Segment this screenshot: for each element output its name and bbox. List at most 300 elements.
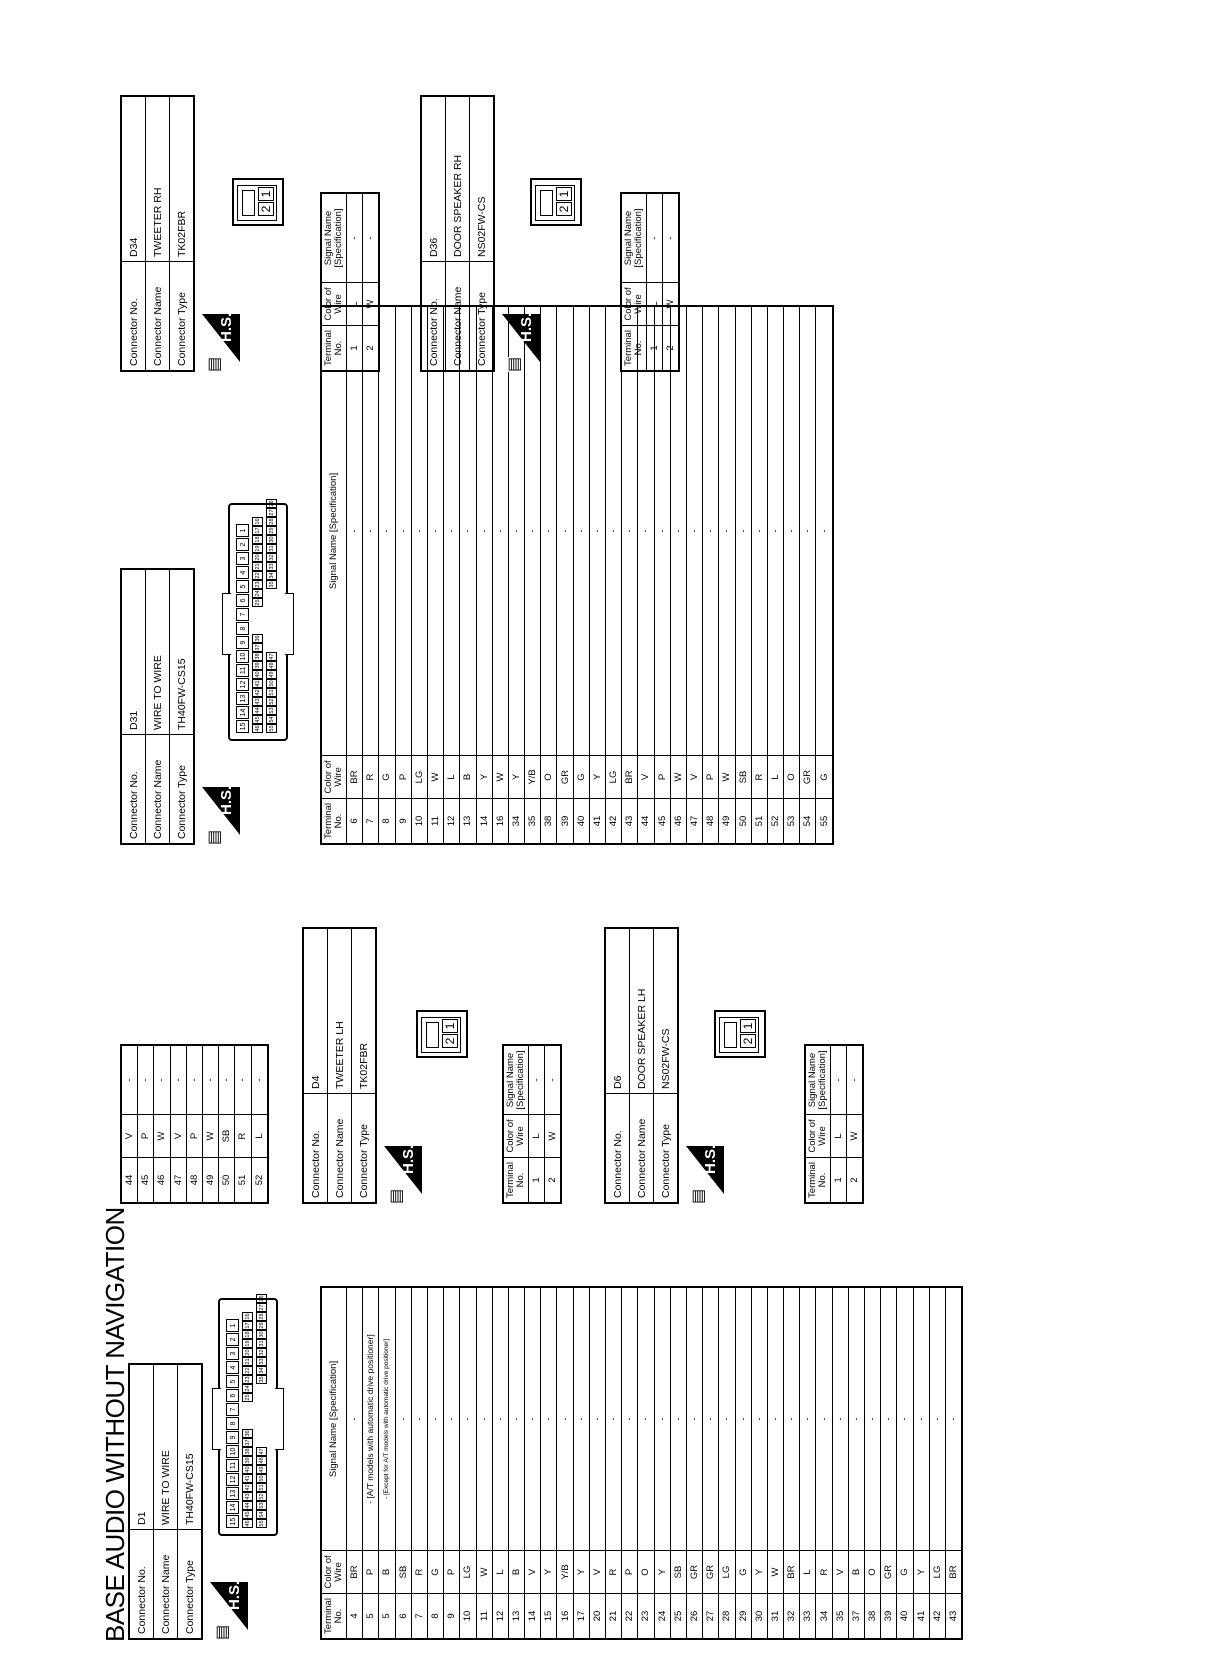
wire-color-cell: O [541, 756, 557, 799]
signal-name-cell: - [541, 306, 557, 756]
table-row [606, 306, 622, 844]
hs-icon: H.S. ▤ [686, 1146, 724, 1204]
table-row [529, 1045, 545, 1203]
table-row [508, 1287, 524, 1639]
connector-type-label: Connector Type [352, 1094, 377, 1204]
connector-plug-icon: ▤ [690, 1188, 707, 1204]
wire-color-cell: LG [411, 756, 427, 799]
terminal-no-cell: 47 [686, 799, 702, 845]
terminal-pin: 24 [252, 589, 263, 598]
terminal-pin: 25 [252, 598, 263, 607]
terminal-pin: 4 [236, 566, 249, 579]
d36-header [420, 95, 495, 372]
wire-color-cell: R [235, 1115, 251, 1158]
wire-color-cell: P [622, 1551, 638, 1594]
table-row [525, 1287, 541, 1639]
wire-color-cell: V [170, 1115, 186, 1158]
terminal-no-cell: 48 [703, 799, 719, 845]
terminal-pin [256, 1438, 267, 1447]
terminal-no-cell: 5 [363, 1594, 379, 1640]
terminal-no-cell: 52 [767, 799, 783, 845]
terminal-pin: 3 [226, 1347, 239, 1360]
terminal-no-header: Terminal No. [321, 799, 347, 845]
table-row [460, 306, 476, 844]
page-title: BASE AUDIO WITHOUT NAVIGATION [100, 1207, 130, 1642]
terminal-pin [242, 1402, 253, 1411]
wire-color-cell: GR [686, 1551, 702, 1594]
signal-name-cell: - [719, 1287, 735, 1551]
signal-name-cell: - [525, 306, 541, 756]
signal-name-cell: - [670, 306, 686, 756]
connector-plug-icon: ▤ [388, 1188, 405, 1204]
signal-name-cell: - [784, 306, 800, 756]
table-row [751, 1287, 767, 1639]
wire-color-cell: B [460, 756, 476, 799]
d1-connector-type: TH40FW-CS15 [178, 1364, 203, 1530]
terminal-no-cell: 41 [589, 799, 605, 845]
terminal-no-header: Terminal No. [805, 1158, 831, 1204]
wire-color-cell: L [800, 1551, 816, 1594]
terminal-pin [256, 1384, 267, 1393]
table-row [379, 306, 395, 844]
terminal-no-cell: 24 [654, 1594, 670, 1640]
d1-terminal-table-continued [120, 1044, 269, 1204]
table-row [541, 1287, 557, 1639]
wire-color-cell: SB [670, 1551, 686, 1594]
d6-connector-no: D6 [605, 928, 630, 1094]
terminal-no-cell: 41 [913, 1594, 929, 1640]
terminal-pin: 34 [256, 1366, 267, 1375]
d36-connector-name: DOOR SPEAKER RH [446, 96, 470, 262]
terminal-no-cell: 1 [831, 1158, 847, 1204]
wire-color-cell: Y/B [525, 756, 541, 799]
d36-terminal-table [620, 192, 680, 372]
table-row [363, 1287, 379, 1639]
signal-name-cell: - [186, 1045, 202, 1115]
signal-name-cell: - [427, 306, 443, 756]
terminal-no-cell: 43 [945, 1594, 962, 1640]
wire-color-cell: Y/B [557, 1551, 573, 1594]
wire-color-cell: SB [219, 1115, 235, 1158]
terminal-pin: 1 [236, 524, 249, 537]
wire-color-cell: GR [703, 1551, 719, 1594]
terminal-pin: 5 [236, 580, 249, 593]
terminal-pin: 22 [252, 571, 263, 580]
signal-name-cell: - [557, 1287, 573, 1551]
d34-connector-no: D34 [121, 96, 146, 262]
table-row [751, 306, 767, 844]
terminal-no-cell: 22 [622, 1594, 638, 1640]
terminal-pin: 54 [256, 1510, 267, 1519]
terminal-no-cell: 37 [848, 1594, 864, 1640]
terminal-pin: 27 [266, 508, 277, 517]
terminal-pin [256, 1420, 267, 1429]
wire-color-cell: L [831, 1115, 847, 1158]
table-row [460, 1287, 476, 1639]
signal-name-cell: - [832, 1287, 848, 1551]
terminal-pin: 10 [226, 1445, 239, 1458]
terminal-pin: 24 [242, 1384, 253, 1393]
terminal-pin: 45 [252, 715, 263, 724]
terminal-pin: 23 [242, 1375, 253, 1384]
table-row [784, 306, 800, 844]
table-row [557, 1287, 573, 1639]
table-row [476, 306, 492, 844]
terminal-pin [266, 643, 277, 652]
connector-type-label: Connector Type [470, 262, 495, 372]
wire-color-cell: P [654, 756, 670, 799]
table-row [686, 1287, 702, 1639]
signal-name-cell: - [460, 306, 476, 756]
terminal-pin: 19 [252, 544, 263, 553]
table-row [622, 306, 638, 844]
table-row [865, 1287, 881, 1639]
terminal-no-cell: 11 [476, 1594, 492, 1640]
terminal-pin: 34 [266, 571, 277, 580]
terminal-no-header: Terminal No. [321, 326, 347, 372]
signal-name-cell: - [686, 1287, 702, 1551]
terminal-pin: 30 [256, 1330, 267, 1339]
connector-type-label: Connector Type [178, 1530, 203, 1640]
table-row [800, 306, 816, 844]
signal-name-header: Signal Name [Specification] [321, 1287, 347, 1551]
terminal-pin: 17 [252, 526, 263, 535]
wire-color-cell: W [767, 1551, 783, 1594]
terminal-pin: 9 [236, 636, 249, 649]
wire-color-cell: B [508, 1551, 524, 1594]
terminal-no-cell: 47 [170, 1158, 186, 1204]
table-row [186, 1045, 202, 1203]
signal-name-cell: - [703, 306, 719, 756]
connector-plug-icon: ▤ [214, 1624, 231, 1640]
table-row [767, 1287, 783, 1639]
wire-color-cell: G [427, 1551, 443, 1594]
terminal-pin: 55 [256, 1519, 267, 1528]
signal-name-cell: - [529, 1045, 545, 1115]
terminal-pin: 9 [226, 1431, 239, 1444]
connector-d31 [120, 500, 275, 845]
terminal-pin: 16 [252, 517, 263, 526]
d4-connector-name: TWEETER LH [328, 928, 352, 1094]
terminal-no-cell: 10 [411, 799, 427, 845]
table-row [670, 306, 686, 844]
table-row [219, 1045, 235, 1203]
wire-color-cell: P [444, 1551, 460, 1594]
wire-color-cell: V [525, 1551, 541, 1594]
signal-name-cell: - [121, 1045, 138, 1115]
terminal-no-cell: 16 [492, 799, 508, 845]
signal-name-cell: - [444, 306, 460, 756]
terminal-no-cell: 7 [363, 799, 379, 845]
wire-color-cell: LG [460, 1551, 476, 1594]
signal-name-cell: - [557, 306, 573, 756]
terminal-no-cell: 35 [525, 799, 541, 845]
table-row [735, 1287, 751, 1639]
wire-color-cell: W [492, 756, 508, 799]
signal-name-cell: - [848, 1287, 864, 1551]
signal-name-cell: - [573, 1287, 589, 1551]
table-row [202, 1045, 218, 1203]
terminal-pin: 48 [266, 661, 277, 670]
terminal-pin: 38 [242, 1447, 253, 1456]
terminal-pin [256, 1411, 267, 1420]
terminal-no-cell: 39 [881, 1594, 897, 1640]
terminal-pin: 39 [252, 661, 263, 670]
terminal-no-cell: 6 [395, 1594, 411, 1640]
terminal-pin: 19 [242, 1339, 253, 1348]
terminal-pin: 20 [242, 1348, 253, 1357]
wire-color-cell: L [767, 756, 783, 799]
signal-name-cell: - [545, 1045, 562, 1115]
d1-header [128, 1363, 203, 1640]
terminal-no-cell: 51 [235, 1158, 251, 1204]
d31-connector-name: WIRE TO WIRE [146, 569, 170, 735]
terminal-pin: 36 [242, 1429, 253, 1438]
terminal-pin: 1 [258, 187, 274, 201]
table-row [929, 1287, 945, 1639]
signal-name-cell: - [719, 306, 735, 756]
color-of-wire-header: Color of Wire [321, 1551, 347, 1594]
terminal-no-cell: 16 [557, 1594, 573, 1640]
terminal-no-cell: 5 [379, 1594, 395, 1640]
terminal-no-cell: 49 [202, 1158, 218, 1204]
terminal-pin: 1 [556, 187, 572, 201]
terminal-pin: 21 [242, 1357, 253, 1366]
table-row [719, 1287, 735, 1639]
table-row [525, 306, 541, 844]
terminal-no-cell: 9 [395, 799, 411, 845]
terminal-no-header: Terminal No. [321, 1594, 347, 1640]
terminal-pin: 35 [266, 580, 277, 589]
signal-name-cell: - [735, 306, 751, 756]
wire-color-cell: W [663, 283, 680, 326]
terminal-pin: 50 [256, 1474, 267, 1483]
connector-plug-icon: ▤ [206, 356, 223, 372]
table-row [670, 1287, 686, 1639]
terminal-pin: 40 [252, 670, 263, 679]
signal-name-cell: - [638, 1287, 654, 1551]
d34-connector-type: TK02FBR [170, 96, 195, 262]
d34-connector-name: TWEETER RH [146, 96, 170, 262]
terminal-no-cell: 2 [663, 326, 680, 372]
terminal-no-cell: 30 [751, 1594, 767, 1640]
signal-name-cell: - [411, 1287, 427, 1551]
wire-color-cell: W [427, 756, 443, 799]
terminal-pin: 44 [252, 706, 263, 715]
terminal-no-cell: 40 [897, 1594, 913, 1640]
terminal-pin: 15 [236, 720, 249, 733]
table-row [719, 306, 735, 844]
signal-name-cell: - [347, 1287, 363, 1551]
terminal-no-cell: 12 [444, 799, 460, 845]
terminal-pin: 31 [256, 1339, 267, 1348]
terminal-no-cell: 44 [121, 1158, 138, 1204]
signal-name-cell: - [800, 1287, 816, 1551]
terminal-pin: 20 [252, 553, 263, 562]
terminal-pin: 18 [252, 535, 263, 544]
signal-name-cell: - [670, 1287, 686, 1551]
terminal-no-cell: 39 [557, 799, 573, 845]
table-row [138, 1045, 154, 1203]
wire-color-cell: W [719, 756, 735, 799]
wire-color-cell: G [897, 1551, 913, 1594]
terminal-no-cell: 31 [767, 1594, 783, 1640]
table-row [816, 1287, 832, 1639]
signal-name-cell: - [525, 1287, 541, 1551]
terminal-pin: 42 [242, 1483, 253, 1492]
wire-color-cell: B [379, 1551, 395, 1594]
d31-terminal-table [320, 305, 834, 845]
signal-name-cell: - [622, 306, 638, 756]
table-row [686, 306, 702, 844]
terminal-no-cell: 23 [638, 1594, 654, 1640]
signal-name-cell: - [647, 193, 663, 283]
signal-name-cell: - [508, 1287, 524, 1551]
d31-connector-face [228, 500, 288, 741]
wire-color-cell: V [638, 756, 654, 799]
terminal-pin: 2 [740, 1034, 756, 1048]
table-row [573, 1287, 589, 1639]
connector-plug-icon: ▤ [206, 829, 223, 845]
signal-name-cell: - [800, 306, 816, 756]
terminal-pin: 26 [256, 1294, 267, 1303]
wire-color-cell: G [735, 1551, 751, 1594]
terminal-no-cell: 14 [476, 799, 492, 845]
terminal-pin: 55 [266, 724, 277, 733]
terminal-no-cell: 55 [816, 799, 833, 845]
table-row [170, 1045, 186, 1203]
terminal-pin: 21 [252, 562, 263, 571]
wire-color-cell: L [251, 1115, 268, 1158]
terminal-pin [266, 589, 277, 598]
terminal-pin: 17 [242, 1321, 253, 1330]
wire-color-cell: GR [881, 1551, 897, 1594]
table-row [647, 193, 663, 371]
terminal-no-cell: 10 [460, 1594, 476, 1640]
wire-color-cell: L [492, 1551, 508, 1594]
table-row [703, 1287, 719, 1639]
signal-name-cell: - [347, 306, 363, 756]
connector-name-label: Connector Name [328, 1094, 352, 1204]
connector-d34 [120, 95, 273, 372]
terminal-pin: 53 [256, 1501, 267, 1510]
terminal-no-cell: 53 [784, 799, 800, 845]
terminal-pin: 33 [256, 1357, 267, 1366]
wire-color-cell: B [848, 1551, 864, 1594]
table-row [411, 1287, 427, 1639]
terminal-pin: 43 [252, 697, 263, 706]
wire-color-cell: R [816, 1551, 832, 1594]
table-row [492, 306, 508, 844]
signal-name-cell: - [865, 1287, 881, 1551]
terminal-no-cell: 9 [444, 1594, 460, 1640]
wire-color-cell: O [865, 1551, 881, 1594]
terminal-no-cell: 54 [800, 799, 816, 845]
wire-color-cell: Y [654, 1551, 670, 1594]
wire-color-cell: V [832, 1551, 848, 1594]
terminal-no-cell: 6 [347, 799, 363, 845]
terminal-pin: 35 [256, 1375, 267, 1384]
table-row [154, 1045, 170, 1203]
signal-name-cell: - [202, 1045, 218, 1115]
table-row [767, 306, 783, 844]
signal-name-header: Signal Name [Specification] [805, 1045, 831, 1115]
terminal-pin: 43 [242, 1492, 253, 1501]
terminal-no-cell: 7 [411, 1594, 427, 1640]
signal-name-cell: - [767, 306, 783, 756]
d34-header [120, 95, 195, 372]
terminal-pin: 40 [242, 1465, 253, 1474]
color-of-wire-header: Color of Wire [321, 283, 347, 326]
terminal-pin [266, 607, 277, 616]
terminal-no-cell: 2 [847, 1158, 864, 1204]
signal-name-cell: - [154, 1045, 170, 1115]
terminal-no-cell: 46 [154, 1158, 170, 1204]
terminal-no-cell: 2 [363, 326, 380, 372]
connector-type-label: Connector Type [170, 735, 195, 845]
d4-connector-type: TK02FBR [352, 928, 377, 1094]
terminal-no-cell: 1 [647, 326, 663, 372]
terminal-pin: 39 [242, 1456, 253, 1465]
terminal-pin [266, 634, 277, 643]
signal-name-header: Signal Name [Specification] [621, 193, 647, 283]
connector-name-label: Connector Name [146, 735, 170, 845]
signal-name-cell: - [767, 1287, 783, 1551]
terminal-pin: 8 [226, 1417, 239, 1430]
signal-name-cell: - [363, 306, 379, 756]
signal-name-cell: - [379, 306, 395, 756]
terminal-pin: 11 [236, 664, 249, 677]
signal-name-cell: - [929, 1287, 945, 1551]
terminal-no-cell: 27 [703, 1594, 719, 1640]
table-row [881, 1287, 897, 1639]
terminal-pin: 13 [236, 692, 249, 705]
table-row [654, 1287, 670, 1639]
terminal-pin: 53 [266, 706, 277, 715]
signal-name-header: Signal Name [Specification] [321, 193, 347, 283]
signal-name-cell: - [638, 306, 654, 756]
terminal-pin [242, 1420, 253, 1429]
table-row [816, 306, 833, 844]
table-row [557, 306, 573, 844]
terminal-pin: 47 [256, 1447, 267, 1456]
terminal-no-cell: 42 [606, 799, 622, 845]
table-row [545, 1045, 562, 1203]
d6-terminal-table [804, 1044, 864, 1204]
wire-color-cell: Y [476, 756, 492, 799]
table-row [395, 1287, 411, 1639]
table-row [427, 1287, 443, 1639]
color-of-wire-header: Color of Wire [321, 756, 347, 799]
terminal-no-cell: 51 [751, 799, 767, 845]
terminal-no-cell: 46 [670, 799, 686, 845]
wire-color-cell: R [751, 756, 767, 799]
table-row [363, 193, 380, 371]
d31-connector-no: D31 [121, 569, 146, 735]
wire-color-cell: Y [573, 1551, 589, 1594]
wire-color-cell: LG [719, 1551, 735, 1594]
terminal-pin: 7 [226, 1403, 239, 1416]
terminal-pin: 46 [252, 724, 263, 733]
signal-name-cell: - [411, 306, 427, 756]
terminal-no-cell: 11 [427, 799, 443, 845]
signal-name-cell: - [897, 1287, 913, 1551]
signal-name-cell: - [138, 1045, 154, 1115]
connector-no-label: Connector No. [121, 262, 146, 372]
terminal-pin: 33 [266, 562, 277, 571]
table-row [444, 306, 460, 844]
wire-color-cell: Y [589, 756, 605, 799]
